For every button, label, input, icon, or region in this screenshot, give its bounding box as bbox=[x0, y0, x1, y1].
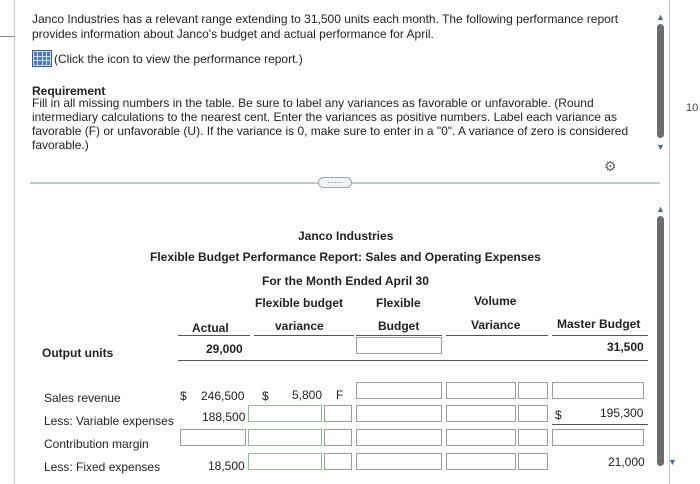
rule-actual bbox=[178, 335, 250, 336]
requirement-text: Fill in all missing numbers in the table. Be sure to label any variances as favorable or unfavorable. (Round intermediary calculations to the nearest cent. Enter the variances as positive numbers. Label each variance as favorable (F) or unfavorable (U). If the variance is 0, make sure to enter in a "0". A variance of zero is considered favorable.) bbox=[32, 96, 629, 152]
row-label-sales-revenue: Sales revenue bbox=[44, 391, 121, 405]
contribution-margin-master-input[interactable] bbox=[552, 429, 644, 446]
lower-scrollbar-thumb[interactable] bbox=[657, 216, 664, 466]
rule-flex bbox=[356, 335, 442, 336]
header-flexible-budget-variance-2: variance bbox=[275, 319, 324, 333]
rule-master bbox=[552, 335, 648, 336]
output-units-actual: 29,000 bbox=[206, 342, 243, 356]
header-master-budget: Master Budget bbox=[557, 317, 641, 331]
row-label-variable-expenses: Less: Variable expenses bbox=[44, 414, 174, 428]
rule-variable-master bbox=[552, 424, 648, 425]
fixed-expenses-flex-var-label-input[interactable] bbox=[324, 453, 352, 470]
fixed-expenses-volume-label-input[interactable] bbox=[518, 453, 548, 470]
contribution-margin-flexible-input[interactable] bbox=[356, 429, 442, 446]
fixed-expenses-flex-var-input[interactable] bbox=[248, 453, 322, 470]
header-volume-variance-1: Volume bbox=[474, 294, 517, 308]
report-period: For the Month Ended April 30 bbox=[262, 274, 429, 288]
variable-expenses-master: 195,300 bbox=[600, 406, 644, 420]
clipped-edge-text: 10 bbox=[686, 102, 699, 114]
scroll-up-arrow-icon[interactable]: ▲ bbox=[656, 12, 665, 22]
variable-expenses-actual: 188,500 bbox=[202, 410, 246, 424]
rule-flex-var bbox=[254, 335, 354, 336]
header-flexible-budget-1: Flexible bbox=[376, 296, 421, 310]
settings-icon[interactable]: ⚙ bbox=[604, 158, 617, 174]
variable-expenses-flex-var-label-input[interactable] bbox=[324, 405, 352, 422]
sales-revenue-actual: 246,500 bbox=[201, 389, 245, 403]
sales-revenue-volume-label-input[interactable] bbox=[518, 382, 548, 399]
contribution-margin-volume-input[interactable] bbox=[446, 429, 516, 446]
fixed-expenses-volume-input[interactable] bbox=[446, 453, 516, 470]
sales-revenue-flexible-input[interactable] bbox=[356, 382, 442, 399]
report-company: Janco Industries bbox=[298, 229, 394, 243]
contribution-margin-volume-label-input[interactable] bbox=[518, 429, 548, 446]
header-flexible-budget-2: Budget bbox=[378, 319, 420, 333]
sales-revenue-flex-variance: 5,800 bbox=[292, 388, 323, 402]
table-icon[interactable] bbox=[32, 50, 52, 67]
fixed-expenses-master: 21,000 bbox=[608, 455, 645, 469]
output-units-flexible-input[interactable] bbox=[356, 337, 442, 354]
dropdown-arrow-icon[interactable]: ▼ bbox=[668, 457, 677, 467]
expand-handle[interactable]: ····· bbox=[318, 177, 352, 188]
contribution-margin-actual-input[interactable] bbox=[180, 429, 246, 446]
upper-scrollbar-thumb[interactable] bbox=[657, 24, 664, 138]
scroll-up-arrow-icon-2[interactable]: ▲ bbox=[656, 204, 665, 214]
sales-revenue-dollar-2: $ bbox=[262, 389, 269, 403]
row-label-fixed-expenses: Less: Fixed expenses bbox=[44, 460, 161, 474]
fixed-expenses-flexible-input[interactable] bbox=[356, 453, 442, 470]
sales-revenue-dollar: $ bbox=[180, 389, 187, 403]
header-flexible-budget-variance-1: Flexible budget bbox=[255, 296, 344, 310]
row-label-contribution-margin: Contribution margin bbox=[44, 437, 149, 451]
report-title: Flexible Budget Performance Report: Sales and Operating Expenses bbox=[150, 250, 541, 264]
variable-expenses-volume-input[interactable] bbox=[446, 405, 516, 422]
row-label-output-units: Output units bbox=[42, 346, 114, 360]
contribution-margin-flex-var-input[interactable] bbox=[248, 429, 322, 446]
left-edge-marker bbox=[0, 36, 14, 37]
contribution-margin-flex-var-label-input[interactable] bbox=[324, 429, 352, 446]
header-volume-variance-2: Variance bbox=[471, 318, 521, 332]
variable-expenses-volume-label-input[interactable] bbox=[518, 405, 548, 422]
performance-report-link[interactable] bbox=[32, 50, 303, 67]
sales-revenue-flex-variance-label: F bbox=[336, 388, 344, 402]
variable-expenses-flex-var-input[interactable] bbox=[248, 405, 322, 422]
sales-revenue-volume-input[interactable] bbox=[446, 382, 516, 399]
variable-expenses-flexible-input[interactable] bbox=[356, 405, 442, 422]
variable-expenses-master-dollar: $ bbox=[555, 408, 562, 422]
sales-revenue-master-input[interactable] bbox=[552, 382, 644, 399]
rule-volume bbox=[446, 335, 548, 336]
scroll-down-arrow-icon[interactable]: ▼ bbox=[656, 142, 665, 152]
intro-text: Janco Industries has a relevant range extending to 31,500 units each month. The following performance report provides information about Janco's budget and actual performance for April. bbox=[32, 12, 619, 41]
requirement-title: Requirement bbox=[32, 84, 106, 98]
output-units-master: 31,500 bbox=[607, 340, 644, 354]
performance-report-link-text[interactable]: (Click the icon to view the performance report.) bbox=[54, 51, 303, 66]
rule-output-units bbox=[178, 360, 648, 361]
fixed-expenses-actual: 18,500 bbox=[208, 459, 245, 473]
header-actual: Actual bbox=[192, 321, 229, 335]
